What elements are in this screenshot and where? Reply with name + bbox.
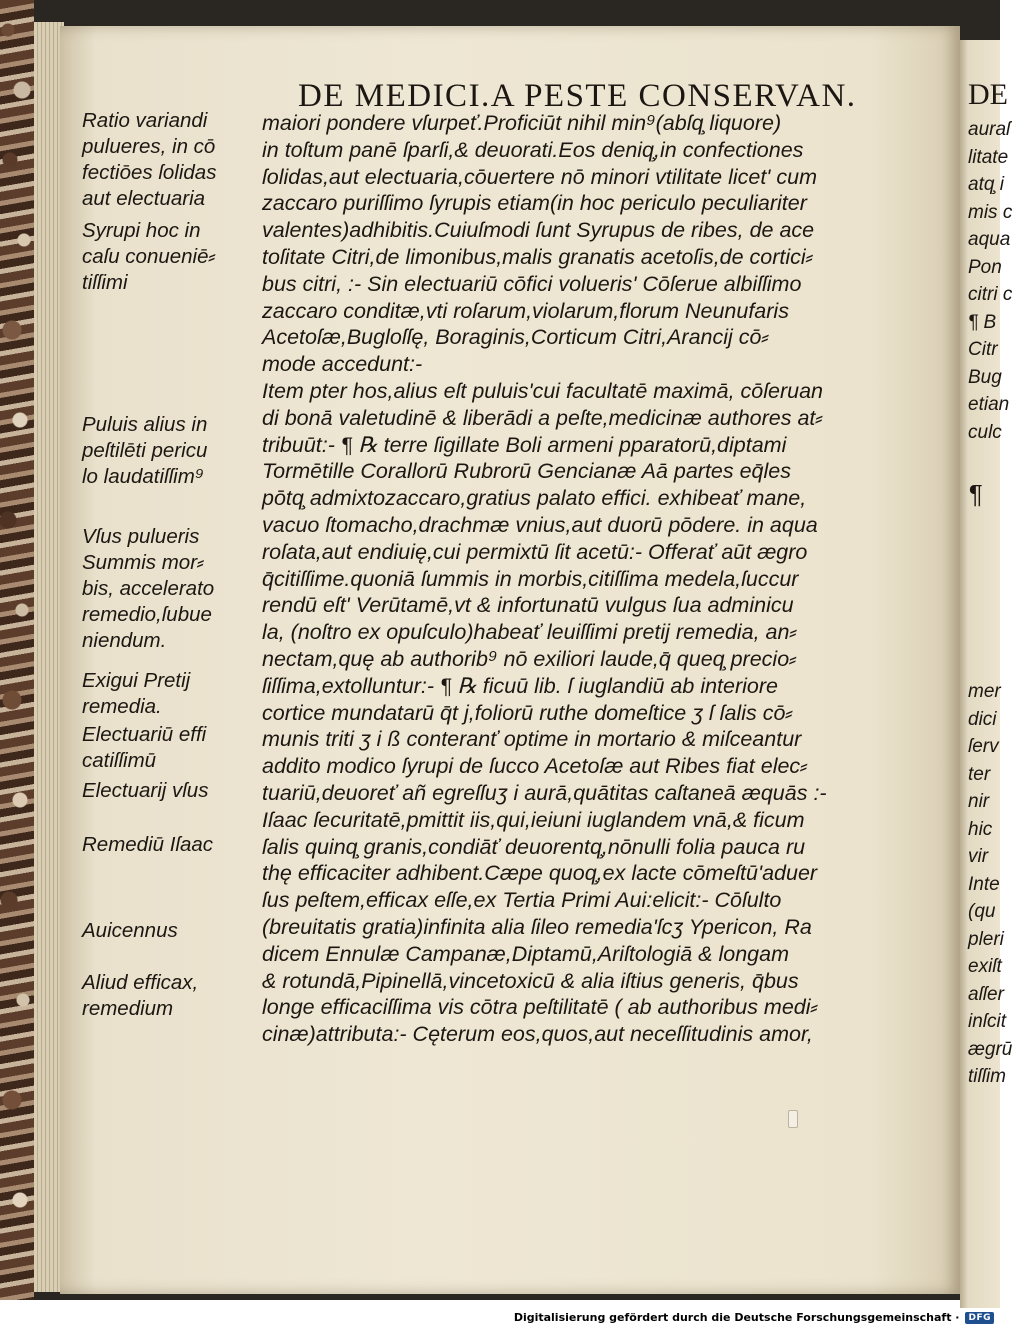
text-line: longe efficaciſſima vis cōtra peſtilitatē ( ab authoribus medi⸗ [262, 995, 818, 1020]
text-line: nectam,quę ab authorib⁹ nō exiliori laude,q̄ queq̧ precio⸗ [262, 646, 797, 671]
text-line: zaccaro puriſſimo ſyrupis etiam(in hoc periculo peculiariter [262, 191, 807, 216]
show-through [320, 1090, 720, 1170]
marginal-note-line: remedium [82, 997, 174, 1020]
marginal-note-line: tiſſimi [82, 271, 128, 294]
facing-line: aqua [968, 229, 1011, 250]
text-line: maiori pondere vſurpeť.Proficiūt nihil min⁹(abſq̧ liquore) [262, 111, 782, 135]
text-line: Iſaac ſecuritatē,pmittit iis,qui,ieiuni iuglandem vnā,& ficum [262, 807, 805, 832]
marginal-note-line: Exigui Pretij [82, 669, 191, 692]
facing-line: citri c [968, 284, 1012, 305]
funding-credit: Digitalisierung gefördert durch die Deutsche Forschungsgemeinschaft · [513, 1311, 960, 1324]
marbled-cover [0, 0, 34, 1300]
facing-line: Inte [968, 873, 1000, 895]
dfg-logo[interactable]: DFG [965, 1312, 994, 1324]
text-line: tribuūt:- ¶ ℞ terre ſigillate Boli armeni pparatorū,diptami [262, 432, 787, 457]
marginal-note-line: remedia. [82, 695, 162, 718]
marginal-note-line: Ratio variandi [82, 109, 208, 132]
text-line: (breuitatis gratia)infinita alia ſileo remedia'ſcʒ Ypericon, Ra [262, 914, 812, 939]
text-line: mode accedunt:- [262, 352, 423, 377]
facing-line: tiſſim [968, 1066, 1006, 1087]
marginal-note-line: niendum. [82, 629, 167, 652]
text-line: rendū eſt' Verūtamē,vt & infortunatū vulgus ſua adminicu [262, 593, 794, 618]
facing-line: auraſ [968, 119, 1011, 140]
text-line: vacuo ſtomacho,drachmæ vnius,aut duorū pōdere. in aqua [262, 512, 818, 537]
marginal-note [82, 524, 214, 654]
marginal-note-line: remedio,ſubue [82, 603, 212, 626]
facing-line: ter [968, 763, 991, 785]
text-line: & rotundā,Pipinellā,vincetoxicū & alia iſtius generis, q̄bus [262, 968, 799, 993]
facing-line: dici [968, 708, 997, 730]
text-line: ſiſſima,extolluntur:- ¶ ℞ ficuū lib. ſ iuglandiū ab interiore [262, 673, 778, 698]
marginal-note-line: Vſus pulueris [82, 525, 200, 548]
facing-line: mis c [968, 201, 1012, 223]
marginal-note [82, 412, 207, 490]
marginal-note-line: Summis mor⸗ [82, 551, 204, 574]
marginal-note-line: Syrupi hoc in [82, 219, 201, 242]
marginal-note [82, 722, 206, 774]
marginal-note [82, 832, 213, 858]
marginal-note-line: Aliud efficax, [82, 971, 199, 994]
facing-line: mer [968, 681, 1001, 702]
facing-line: culc [968, 421, 1002, 443]
text-line: addito modico ſyrupi de ſucco Acetoſæ aut Ribes fiat elec⸗ [262, 754, 808, 779]
marginal-note-line: Remediū Iſaac [82, 833, 214, 856]
facing-line: Pon [968, 256, 1002, 278]
text-line: in toſtum panē ſparſi,& deuorati.Eos deniq̧,in confectiones [262, 137, 804, 162]
text-line: tuariū,deuoreť añ egreſſuʒ i aurā,quātitas caſtaneā æquās :- [262, 780, 827, 805]
text-line: bus citri, :- Sin electuariū cōfici volueris' Cōſerue albiſſimo [262, 271, 802, 296]
marginal-note-line: Electuarij vſus [82, 779, 209, 802]
facing-line: litate [968, 146, 1009, 168]
marginal-note [82, 778, 208, 804]
marginal-note-line: peſtilēti pericu [82, 439, 208, 462]
facing-page-head: DE [968, 78, 1008, 111]
facing-line: Bug [968, 366, 1002, 388]
marginal-note-line: Electuariū effi [82, 723, 207, 746]
text-line: ſus peſtem,efficax eſſe,ex Tertia Primi Aui:elicit:- Cōſulto [262, 888, 782, 913]
text-line: cortice mundatarū q̄t j,foliorū ruthe domeſtice ʒ ſ ſalis cō⸗ [262, 700, 793, 725]
facing-line: ſerv [968, 736, 999, 757]
marginal-note [82, 218, 215, 296]
text-line: ſolidas,aut electuaria,cōuertere nō minori vtilitate licet' cum [262, 164, 818, 189]
marginal-note-line: aut electuaria [82, 187, 206, 210]
marginal-note-line: bis, accelerato [82, 577, 215, 600]
marginal-note-line: caſu conueniē⸗ [82, 245, 216, 268]
facing-line: Citr [968, 339, 998, 360]
marginal-note-line: pulueres, in cō [82, 135, 216, 158]
facing-line: hic [968, 818, 993, 840]
text-line: la, (noſtro ex opuſculo)habeať leuiſſimi pretij remedia, an⸗ [262, 620, 797, 645]
text-line: dicem Ennulæ Campanæ,Diptamū,Ariſtologiā & longam [262, 941, 790, 966]
marginal-note-line: fectiōes ſolidas [82, 161, 217, 184]
text-line: ſalis quinq̧ granis,condiāť deuorentq̧,nōnulli folia pauca ru [262, 834, 806, 859]
text-line: zaccaro conditæ,vti roſarum,violarum,florum Neunufaris [262, 298, 789, 323]
marginal-note [82, 918, 178, 944]
text-line: roſata,aut endiuię,cui permixtū ſit acetū:- Offerať aūt ægro [262, 539, 808, 564]
marginal-note [82, 668, 190, 720]
facing-line: etian [968, 394, 1010, 415]
facing-line: atq̧ i [968, 174, 1004, 195]
text-line: cinæ)attributa:- Cęterum eos,quos,aut neceſſitudinis amor, [262, 1022, 813, 1047]
running-head: DE MEDICI.A PESTE CONSERVAN. [298, 78, 857, 114]
marginal-note-line: Auicennus [82, 919, 178, 942]
main-text-block [262, 110, 882, 1048]
paper-tab [788, 1110, 798, 1128]
facing-line: vir [968, 846, 989, 867]
marginal-note-line: catiſſimū [82, 749, 157, 772]
text-line: Acetoſæ,Bugloſſę, Boraginis,Corticum Citri,Arancij cō⸗ [262, 325, 769, 350]
text-line: di bonā valetudinē & liberādi a peſte,medicinæ authores at⸗ [262, 405, 823, 430]
facing-line: pleri [968, 928, 1004, 950]
facing-line: (qu [968, 901, 996, 922]
text-line: Item pter hos,alius eſt puluis'cui facultatē maximā, cōſeruan [262, 378, 823, 403]
facing-line: ægrū [968, 1038, 1012, 1060]
text-line: toſitate Citri,de limonibus,malis granatis acetoſis,de cortici⸗ [262, 244, 813, 269]
facing-paragraph-mark: ¶ [968, 479, 982, 509]
text-line: thę efficaciter adhibent.Cæpe quoq̧,ex lacte cōmeſtū'aduer [262, 861, 818, 886]
text-line: valentes)adhibitis.Cuiuſmodi ſunt Syrupus de ribes, de ace [262, 218, 815, 243]
text-line: munis triti ʒ i ß conteranť optime in mortario & miſceantur [262, 727, 802, 752]
facing-line: nir [968, 791, 990, 812]
marginal-note [82, 970, 198, 1022]
text-line: q̄citiſſime.quoniā ſummis in morbis,citiſſima medela,ſuccur [262, 566, 799, 591]
facing-line: aſſer [968, 983, 1004, 1005]
marginal-note [82, 108, 216, 212]
marginal-note-line: Puluis alius in [82, 413, 208, 436]
text-line: pōtq̧ admixtozaccaro,gratius palato effici. exhibeať mane, [262, 486, 807, 511]
text-line: Tormētille Corallorū Rubrorū Gencianæ Aā partes eq̄les [262, 459, 791, 484]
facing-line: exiſt [968, 956, 1002, 977]
footer-bar [0, 1308, 1000, 1327]
facing-line: ¶ B [968, 311, 997, 333]
facing-line: inſcit [968, 1011, 1007, 1032]
marginal-note-line: lo laudatiſſim⁹ [82, 465, 204, 488]
